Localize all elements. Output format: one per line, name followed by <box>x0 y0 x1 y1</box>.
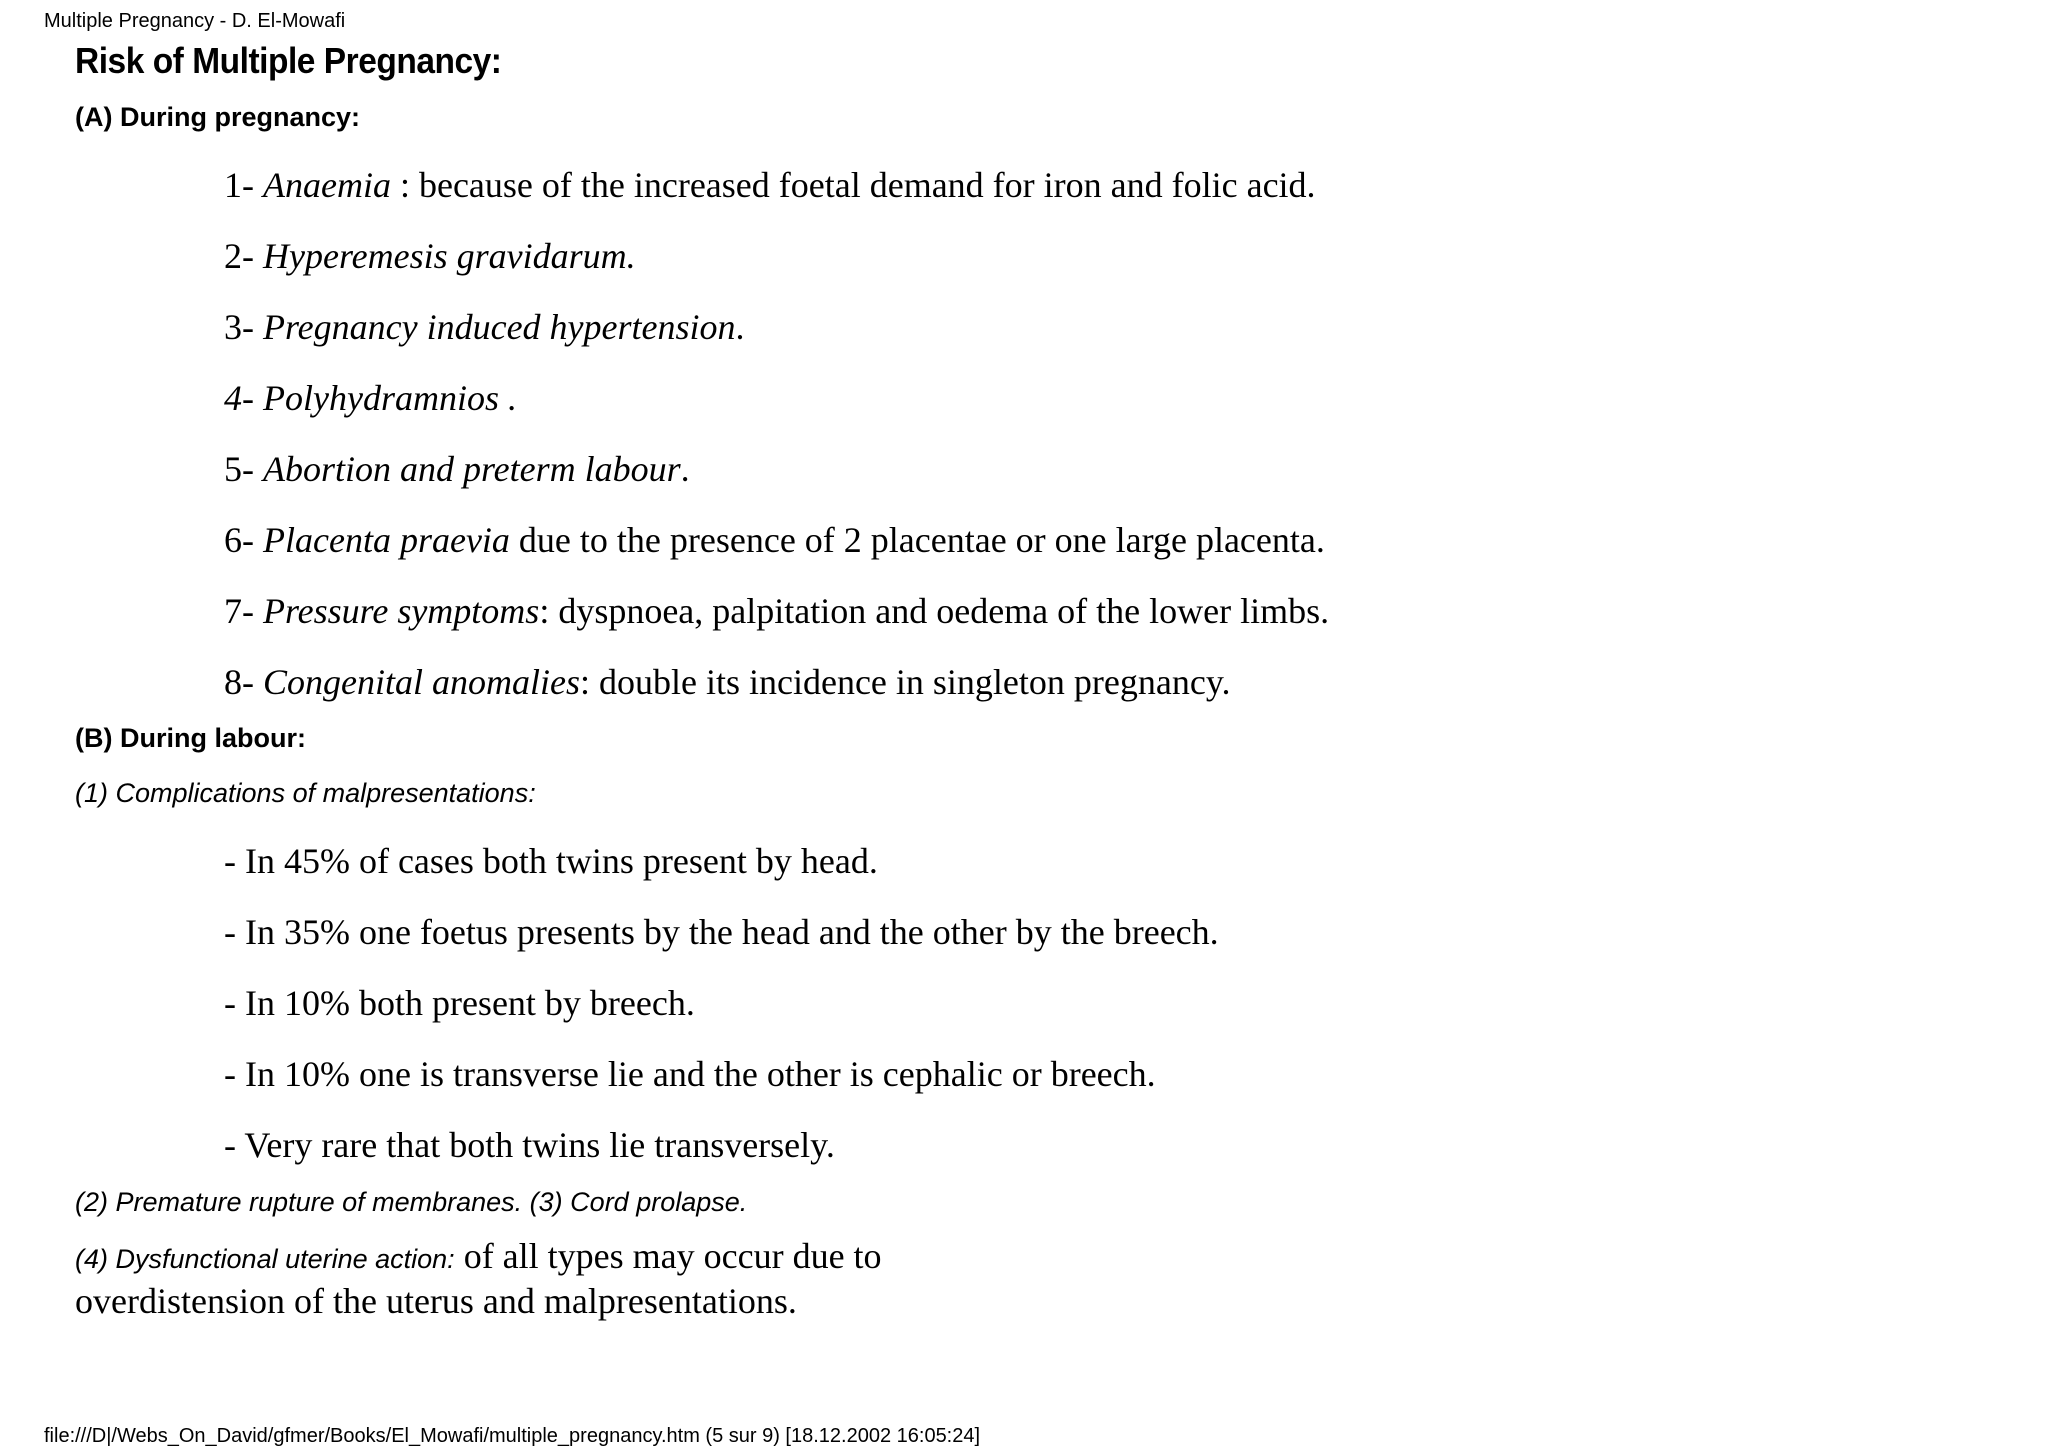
document-header: Multiple Pregnancy - D. El-Mowafi <box>44 10 346 32</box>
malpresentation-item-4: - In 10% one is transverse lie and the other is cephalic or breech. <box>224 1054 1156 1094</box>
section-b-heading: (B) During labour: <box>75 723 306 753</box>
list-item-2: 2- Hyperemesis gravidarum. <box>224 236 636 276</box>
dysfunctional-uterine-action-lead: (4) Dysfunctional uterine action: <box>75 1244 455 1274</box>
malpresentation-item-5: - Very rare that both twins lie transversely. <box>224 1125 835 1165</box>
list-item-1: 1- Anaemia : because of the increased foetal demand for iron and folic acid. <box>224 165 1316 205</box>
dysfunctional-uterine-action-paragraph <box>75 1235 975 1322</box>
page-title: Risk of Multiple Pregnancy: <box>75 40 502 81</box>
list-item-6: 6- Placenta praevia due to the presence of 2 placentae or one large placenta. <box>224 520 1325 560</box>
list-item-4: 4- Polyhydramnios . <box>224 378 517 418</box>
list-item-5: 5- Abortion and preterm labour. <box>224 449 690 489</box>
section-a-heading: (A) During pregnancy: <box>75 102 361 132</box>
malpresentation-item-3: - In 10% both present by breech. <box>224 983 695 1023</box>
rupture-prolapse-subheading: (2) Premature rupture of membranes. (3) Cord prolapse. <box>75 1187 748 1217</box>
malpresentations-subheading: (1) Complications of malpresentations: <box>75 778 536 808</box>
list-item-3: 3- Pregnancy induced hypertension. <box>224 307 745 347</box>
footer-file-path: file:///D|/Webs_On_David/gfmer/Books/El_Mowafi/multiple_pregnancy.htm (5 sur 9) [18.12.2002 16:05:24] <box>44 1425 981 1447</box>
malpresentation-item-1: - In 45% of cases both twins present by head. <box>224 841 878 881</box>
malpresentation-item-2: - In 35% one foetus presents by the head and the other by the breech. <box>224 912 1219 952</box>
list-item-8: 8- Congenital anomalies: double its incidence in singleton pregnancy. <box>224 662 1231 702</box>
dysfunctional-uterine-action-text: of all types may occur due to overdistension of the uterus and malpresentations. <box>75 1236 882 1321</box>
list-item-7: 7- Pressure symptoms: dyspnoea, palpitation and oedema of the lower limbs. <box>224 591 1330 631</box>
